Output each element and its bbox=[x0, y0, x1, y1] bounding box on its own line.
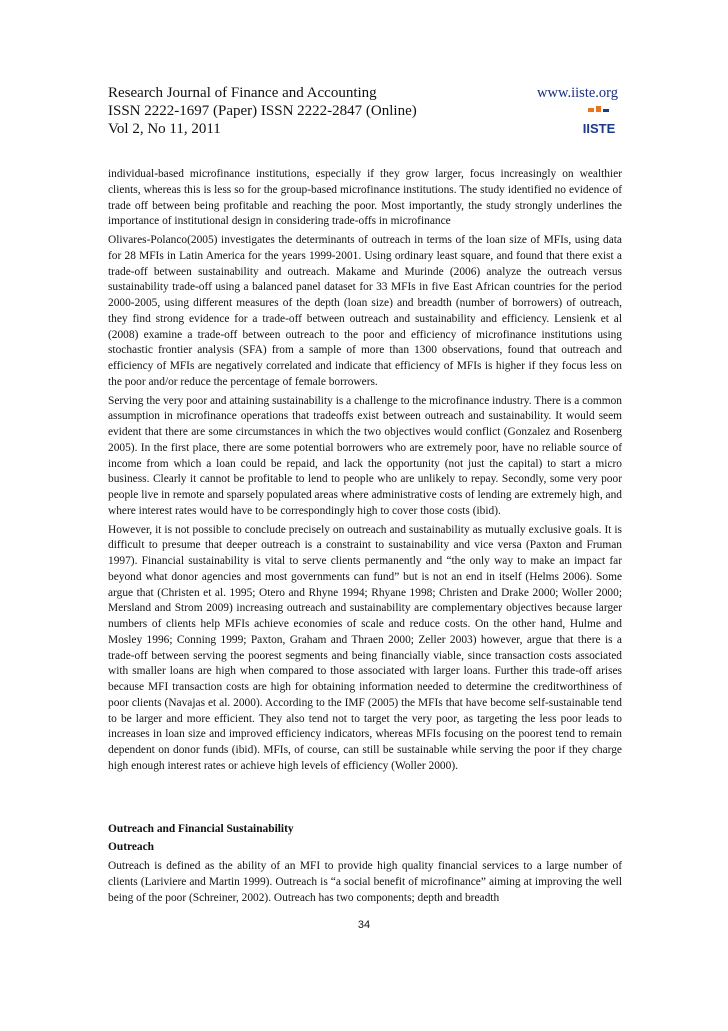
body-paragraph-1: individual-based microfinance institutions, especially if they grow larger, focus increasingly on wealthier clients, whereas this is less so for the group-based microfinance institutions. The study identified no evidence of trade off between being profitable and reaching the poor. Most importantly, the study strongly underlines the importance of institutional design in considering trade-offs in microfinance bbox=[108, 168, 622, 228]
body-paragraph-4: However, it is not possible to conclude precisely on outreach and sustainability as mutually exclusive goals. It is difficult to presume that deeper outreach is a constraint to sustainability and vice versa (Paxton and Fruman 1997). Financial sustainability is vital to serve clients permanently and “the only way to make an impact far beyond what donor agencies and most governments can fund” but is not an end in itself (Helms 2006). Some argue that (Christen et al. 1995; Otero and Rhyne 1994; Rhyane 1998; Christen and Drake 2000; Woller 2000; Mersland and Strom 2009) increasing outreach and sustainability are complementary objectives because larger numbers of clients help MFIs achieve economies of scale and reduce costs. On the other hand, Hulme and Mosley 1996; Conning 1999; Paxton, Graham and Thraen 2000; Zeller 2003) however, argue that there is a trade-off between serving the poorest segments and being financially viable, since transaction costs associated with smaller loans are high when compared to those associated with larger loans. Further this trade-off arises because MFI transaction costs are high for obtaining information needed to determine the creditworthiness of poor clients (Navajas et al. 2000). According to the IMF (2005) the MFIs that have become self-sustainable tend to be larger and more efficient. They also tend not to target the very poor, as targeting the less poor leads to increases in loan size and improved efficiency indicators, whereas MFIs focusing on the poorest tend to remain dependent on donor funds (ibid). MFIs, of course, can still be sustainable while serving the poor if they charge high enough interest rates or achieve high levels of efficiency (Woller 2000). bbox=[108, 523, 622, 772]
logo-text: IISTE bbox=[582, 121, 616, 136]
subsection-heading: Outreach bbox=[108, 841, 154, 854]
journal-title: Research Journal of Finance and Accounting bbox=[108, 85, 377, 101]
page-number: 34 bbox=[357, 919, 371, 931]
volume-line: Vol 2, No 11, 2011 bbox=[108, 121, 221, 137]
article-body bbox=[108, 167, 622, 909]
iiste-logo-icon bbox=[582, 106, 616, 136]
page-header bbox=[108, 84, 620, 144]
section-heading: Outreach and Financial Sustainability bbox=[108, 822, 294, 835]
body-paragraph-2: Olivares-Polanco(2005) investigates the determinants of outreach in terms of the loan size of MFIs, using data for 28 MFIs in Latin America for the years 1999-2001. Using ordinary least square, and found that there exist a trade-off between sustainability and outreach. Makame and Murinde (2006) analyze the outreach versus sustainability trade-off using a balanced panel dataset for 33 MFIs in five East African countries for the period 2000-2005, using different measures of the depth (loan size) and breadth (number of borrowers) of outreach, they find strong evidence for a trade-off between outreach and sustainability and efficiency. Lensienk et al (2008) examine a trade-off between outreach to the poor and efficiency of microfinance institutions using stochastic frontier analysis (SFA) from a sample of more than 1300 observations, found that outreach and efficiency of MFIs are negatively correlated and indicate that efficiency of MFIs is higher if they focus less on the poor and/or reduce the percentage of female borrowers. bbox=[108, 234, 622, 388]
issn-line: ISSN 2222-1697 (Paper) ISSN 2222-2847 (Online) bbox=[108, 103, 417, 119]
body-paragraph-3: Serving the very poor and attaining sustainability is a challenge to the microfinance industry. There is a common assumption in microfinance operations that tradeoffs exist between outreach and sustainability. It would seem evident that there are some circumstances in which the two objectives would conflict (Gonzalez and Rosenberg 2005). In the first place, there are some potential borrowers who are extremely poor, have no reliable source of income from which a loan could be repaid, and lack the opportunity (not just the capital) to start a micro business. Clearly it cannot be profitable to lend to people who are unlikely to repay. Secondly, some very poor people live in remote and sparsely populated areas where administrative costs of lending are extremely high, and where interest rates would have to be correspondingly high to cover those costs (ibid). bbox=[108, 394, 622, 517]
journal-url[interactable]: www.iiste.org bbox=[537, 85, 618, 101]
outreach-paragraph: Outreach is defined as the ability of an MFI to provide high quality financial services to a large number of clients (Lariviere and Martin 1999). Outreach is “a social benefit of microfinance” aiming at improving the well being of the poor (Schreiner, 2002). Outreach has two components; depth and breadth bbox=[108, 860, 622, 904]
section-gap bbox=[108, 778, 622, 822]
